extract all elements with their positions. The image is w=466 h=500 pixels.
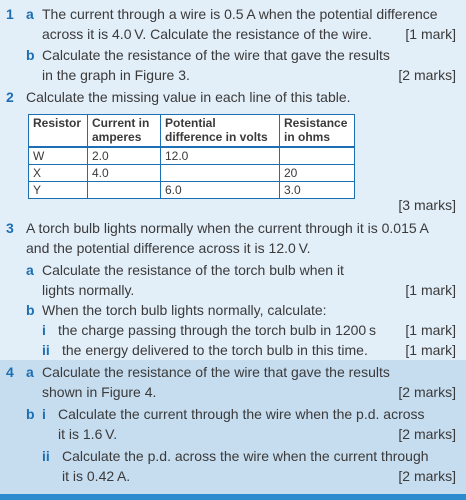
q2-text: Calculate the missing value in each line of this table. [26,89,351,105]
q1-a-text-1: The current through a wire is 0.5 A when the potential difference [42,6,438,22]
q3-b-ii-label: ii [42,342,50,358]
q3-b-text: When the torch bulb lights normally, calculate: [42,302,327,318]
table-cell [280,147,355,165]
q3-a-text-1: Calculate the resistance of the torch bulb when it [42,262,344,278]
table-row [29,165,355,182]
table-cell: 4.0 [88,165,161,182]
q4-b-ii-text-1: Calculate the p.d. across the wire when the current through [62,448,429,464]
q4-a-label: a [26,364,34,380]
q3-a-text-2: lights normally. [42,282,135,298]
table-cell: W [29,147,88,165]
q3-a-marks: [1 mark] [405,282,456,298]
q3-text-1: A torch bulb lights normally when the current through it is 0.015 A [26,220,429,236]
q4-b-i-label: i [42,406,46,422]
q3-b-label: b [26,302,35,318]
q4-b-i-marks: [2 marks] [398,426,456,442]
q3-b-ii-marks: [1 mark] [405,342,456,358]
q2-number: 2 [6,89,14,105]
q4-a-text-2: shown in Figure 4. [42,384,157,400]
q2-marks: [3 marks] [398,197,456,213]
q1-b-marks: [2 marks] [398,67,456,83]
table-cell: 12.0 [161,147,280,165]
table-header-cell: Resistance in ohms [280,115,355,148]
table-row [29,147,355,165]
q4-a-marks: [2 marks] [398,384,456,400]
table-cell: 6.0 [161,182,280,199]
q1-a-text-2: across it is 4.0 V. Calculate the resistance of the wire. [42,26,372,42]
q1-b-text-2: in the graph in Figure 3. [42,67,190,83]
table-header-cell: Potential difference in volts [161,115,280,148]
q4-a-text-1: Calculate the resistance of the wire that gave the results [42,364,390,380]
q4-number: 4 [6,364,14,380]
q1-b-text-1: Calculate the resistance of the wire that gave the results [42,47,390,63]
table-row [29,182,355,199]
q4-b-ii-marks: [2 marks] [398,468,456,484]
resistance-table [28,114,355,199]
table-header-cell: Current in amperes [88,115,161,148]
table-cell: Y [29,182,88,199]
q4-b-label: b [26,406,35,422]
table-cell: 3.0 [280,182,355,199]
table-cell: 20 [280,165,355,182]
q4-b-i-text-1: Calculate the current through the wire when the p.d. across [58,406,425,422]
table-header-row [29,115,355,148]
table-cell [88,182,161,199]
q3-b-ii-text: the energy delivered to the torch bulb in this time. [62,342,368,358]
q1-a-label: a [26,6,34,22]
q4-b-ii-text-2: it is 0.42 A. [62,468,131,484]
table-cell: 2.0 [88,147,161,165]
table-cell: X [29,165,88,182]
q3-b-i-marks: [1 mark] [405,322,456,338]
table-cell [161,165,280,182]
q1-number: 1 [6,6,14,22]
bottom-rule [0,494,466,500]
q3-b-i-text: the charge passing through the torch bulb in 1200 s [58,322,377,338]
q1-a-marks: [1 mark] [405,26,456,42]
table-header-cell: Resistor [29,115,88,148]
q4-b-i-text-2: it is 1.6 V. [58,426,118,442]
q3-a-label: a [26,262,34,278]
q4-b-ii-label: ii [42,448,50,464]
q3-number: 3 [6,220,14,236]
q3-text-2: and the potential difference across it is 12.0 V. [26,240,311,256]
q3-b-i-label: i [42,322,46,338]
q1-b-label: b [26,47,35,63]
